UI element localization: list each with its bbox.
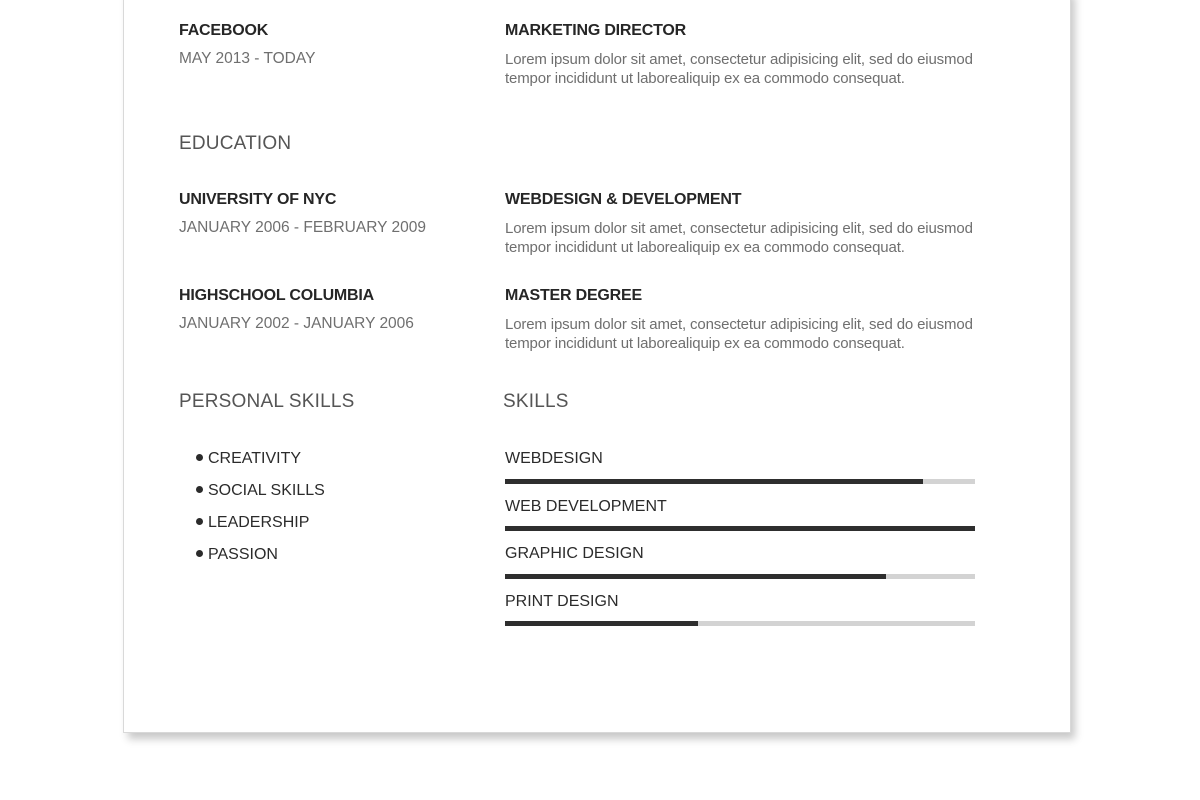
education-heading: EDUCATION — [179, 133, 292, 154]
experience-company: FACEBOOK — [179, 22, 269, 39]
education-degree: WEBDESIGN & DEVELOPMENT — [505, 191, 742, 208]
experience-description: Lorem ipsum dolor sit amet, consectetur adipisicing elit, sed do eiusmod tempor incididunt ut laborealiquip ex ea commodo consequat. — [505, 51, 973, 87]
skill-label: WEB DEVELOPMENT — [505, 498, 667, 515]
skill-bar-fill — [505, 479, 923, 484]
personal-skills-heading: PERSONAL SKILLS — [179, 391, 355, 412]
education-school: HIGHSCHOOL COLUMBIA — [179, 287, 375, 304]
personal-skill-label: CREATIVITY — [208, 450, 302, 467]
bullet-icon — [196, 454, 203, 461]
bullet-icon — [196, 518, 203, 525]
skill-label: WEBDESIGN — [505, 450, 603, 467]
education-description: Lorem ipsum dolor sit amet, consectetur adipisicing elit, sed do eiusmod tempor incididunt ut laborealiquip ex ea commodo consequat. — [505, 220, 973, 256]
personal-skill-item — [196, 482, 325, 500]
bullet-icon — [196, 550, 203, 557]
skill-label: GRAPHIC DESIGN — [505, 545, 644, 562]
skill-bar — [505, 574, 975, 579]
education-school: UNIVERSITY OF NYC — [179, 191, 337, 208]
education-description: Lorem ipsum dolor sit amet, consectetur adipisicing elit, sed do eiusmod tempor incididunt ut laborealiquip ex ea commodo consequat. — [505, 316, 973, 352]
personal-skill-label: LEADERSHIP — [208, 514, 310, 531]
skill-label: PRINT DESIGN — [505, 593, 619, 610]
skill-bar — [505, 621, 975, 626]
experience-dates: MAY 2013 - TODAY — [179, 50, 316, 67]
experience-role: MARKETING DIRECTOR — [505, 22, 686, 39]
personal-skill-label: PASSION — [208, 546, 278, 563]
skill-bar — [505, 479, 975, 484]
education-degree: MASTER DEGREE — [505, 287, 642, 304]
skill-bar-fill — [505, 526, 975, 531]
skill-bar-fill — [505, 621, 698, 626]
bullet-icon — [196, 486, 203, 493]
personal-skill-label: SOCIAL SKILLS — [208, 482, 325, 499]
personal-skill-item — [196, 514, 309, 532]
skill-bar — [505, 526, 975, 531]
personal-skill-item — [196, 450, 301, 468]
personal-skill-item — [196, 546, 278, 564]
resume-page — [124, 0, 1071, 733]
education-dates: JANUARY 2002 - JANUARY 2006 — [179, 315, 414, 332]
skill-bar-fill — [505, 574, 886, 579]
education-dates: JANUARY 2006 - FEBRUARY 2009 — [179, 219, 426, 236]
skills-heading: SKILLS — [503, 391, 569, 412]
